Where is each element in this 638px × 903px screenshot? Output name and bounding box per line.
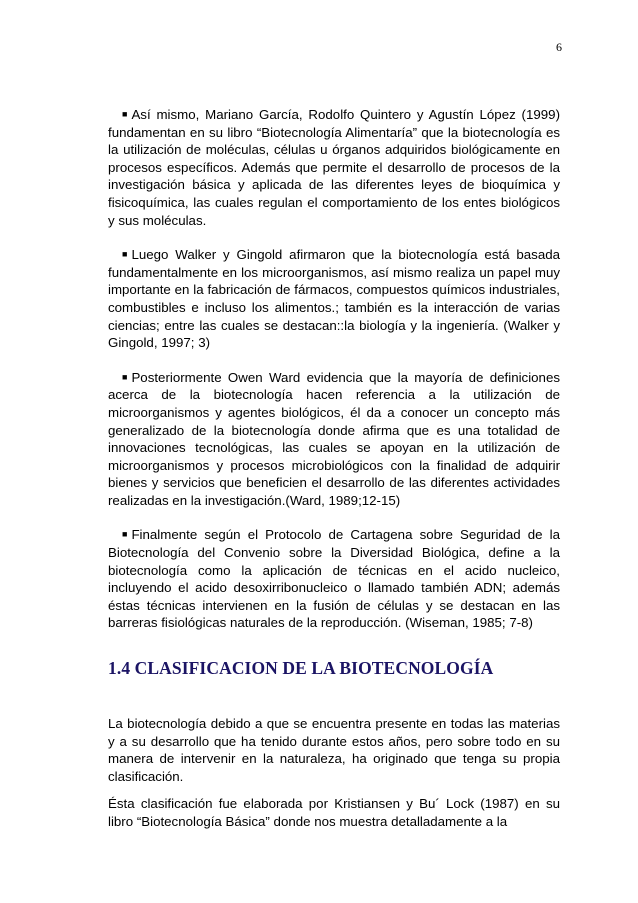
bullet-text: Luego Walker y Gingold afirmaron que la biotecnología está basada fundamentalmente en los microorganismos, así mismo realiza un papel muy importante en la fabricación de fármacos, compuestos químicos industriales, combustibles e incluso los alimentos.; también es la interacción de varias ciencias; entre las cuales se destacan::la biología y la ingeniería. (Walker y Gingold, 1997; 3)	[108, 247, 560, 351]
bullet-paragraph-walker	[108, 246, 560, 352]
body-paragraph-classification: Ésta clasificación fue elaborada por Kristiansen y Bu´ Lock (1987) en su libro “Biotecnología Básica” donde nos muestra detalladamente a la	[108, 796, 560, 829]
bullet-paragraph-cartagena	[108, 526, 560, 632]
square-bullet-icon: ■	[122, 249, 128, 260]
square-bullet-icon: ■	[122, 109, 128, 119]
body-paragraph-intro: La biotecnología debido a que se encuentra presente en todas las materias y a su desarrollo que ha tenido durante estos años, pero sobre todo en su manera de intervenir en la naturaleza, ha originado que tenga su propia clasificación.	[108, 716, 560, 784]
bullet-text: Finalmente según el Protocolo de Cartagena sobre Seguridad de la Biotecnología del Convenio sobre la Diversidad Biológica, define a la biotecnología como la aplicación de técnicas en el acido nucleico, incluyendo el acido desoxirribonucleico o llamado también ADN; además éstas técnicas intervienen en la fusión de células y se destacan en las barreras fisiológicas naturales de la reproducción. (Wiseman, 1985; 7-8)	[108, 527, 560, 631]
bullet-text: Posteriormente Owen Ward evidencia que la mayoría de definiciones acerca de la biotecnología hacen referencia a la utilización de microorganismos y agentes biológicos, él da a conocer un concepto más generalizado de la biotecnología donde afirma que es una totalidad de innovaciones tecnológicas, las cuales se apoyan en la utilización de microorganismos y procesos microbiológicos con la finalidad de adquirir bienes y servicios que beneficien el desarrollo de las diferentes actividades realizadas en la investigación.(Ward, 1989;12-15)	[108, 369, 560, 508]
bullet-paragraph-ward	[108, 369, 560, 510]
square-bullet-icon: ■	[122, 529, 128, 540]
section-heading: 1.4 CLASIFICACION DE LA BIOTECNOLOGÍA	[108, 658, 494, 679]
square-bullet-icon: ■	[122, 371, 128, 382]
bullet-paragraph-garcia	[108, 106, 560, 229]
bullet-text: Así mismo, Mariano García, Rodolfo Quintero y Agustín López (1999) fundamentan en su libro “Biotecnología Alimentaría” que la biotecnología es la utilización de moléculas, células u órganos adquiridos biológicamente en procesos específicos. Además que permite el desarrollo de procesos de la investigación básica y aplicada de las diferentes leyes de bioquímica y fisicoquímica, las cuales regulan el comportamiento de los entes biológicos y sus moléculas.	[108, 107, 560, 228]
page-content	[108, 106, 560, 841]
page-number: 6	[556, 40, 562, 54]
